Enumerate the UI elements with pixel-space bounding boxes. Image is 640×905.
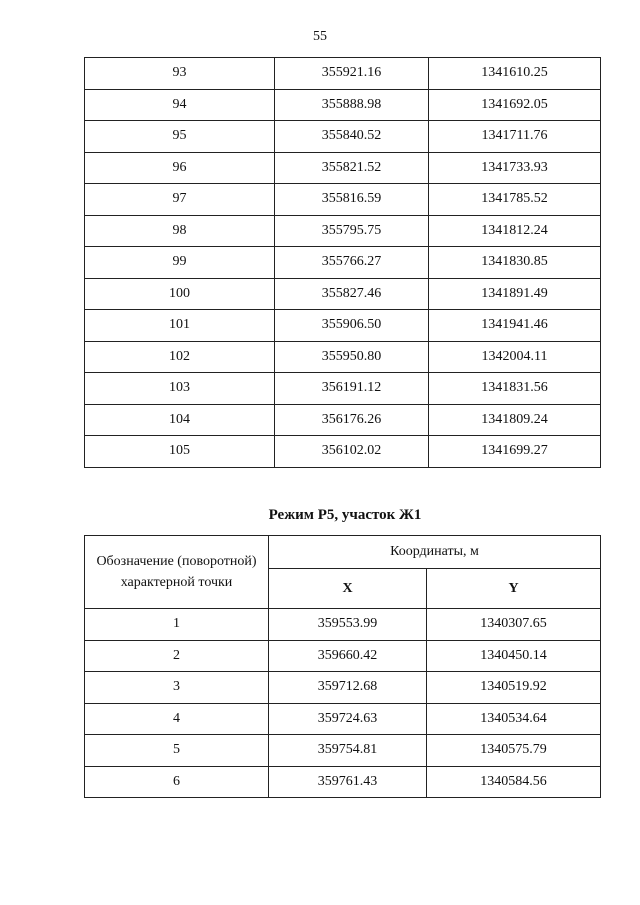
table-row [85,278,601,310]
x-coordinate-cell: 359660.42 [269,640,427,672]
table-row [85,121,601,153]
point-number-cell: 97 [85,184,275,216]
point-number-cell: 93 [85,58,275,90]
table-row [85,672,601,704]
point-number-cell: 96 [85,152,275,184]
table-row [85,373,601,405]
page-number: 55 [313,29,327,44]
table-row [85,152,601,184]
point-number-cell: 105 [85,436,275,468]
point-number-cell: 3 [85,672,269,704]
point-number-cell: 4 [85,703,269,735]
y-coordinate-cell: 1342004.11 [429,341,601,373]
x-coordinate-cell: 355816.59 [275,184,429,216]
y-coordinate-cell: 1340519.92 [427,672,601,704]
table-body [85,58,601,468]
table-row [85,609,601,641]
x-coordinate-cell: 355888.98 [275,89,429,121]
x-coordinate-cell: 355795.75 [275,215,429,247]
x-coordinate-cell: 355821.52 [275,152,429,184]
y-coordinate-cell: 1341809.24 [429,404,601,436]
table-row [85,310,601,342]
point-number-cell: 95 [85,121,275,153]
x-coordinate-cell: 355950.80 [275,341,429,373]
point-number-cell: 102 [85,341,275,373]
table-row [85,215,601,247]
y-coordinate-cell: 1340534.64 [427,703,601,735]
point-number-cell: 101 [85,310,275,342]
table-row [85,640,601,672]
x-coordinate-cell: 359724.63 [269,703,427,735]
x-coordinate-cell: 356176.26 [275,404,429,436]
table-row [85,341,601,373]
x-header: X [269,569,427,609]
table-row [85,735,601,767]
y-coordinate-cell: 1341831.56 [429,373,601,405]
header-row [85,536,601,569]
y-coordinate-cell: 1341733.93 [429,152,601,184]
x-coordinate-cell: 355827.46 [275,278,429,310]
point-number-cell: 104 [85,404,275,436]
section-title: Режим Р5, участок Ж1 [268,507,422,523]
x-coordinate-cell: 359553.99 [269,609,427,641]
y-coordinate-cell: 1340575.79 [427,735,601,767]
table-row [85,436,601,468]
y-coordinate-cell: 1340307.65 [427,609,601,641]
table-row [85,703,601,735]
point-number-cell: 100 [85,278,275,310]
coordinates-header: Координаты, м [269,536,601,569]
y-coordinate-cell: 1341812.24 [429,215,601,247]
point-number-cell: 98 [85,215,275,247]
x-coordinate-cell: 355906.50 [275,310,429,342]
x-coordinate-cell: 359761.43 [269,766,427,798]
x-coordinate-cell: 359712.68 [269,672,427,704]
table-body [85,609,601,798]
table-row [85,404,601,436]
point-number-cell: 6 [85,766,269,798]
point-number-cell: 2 [85,640,269,672]
point-number-cell: 5 [85,735,269,767]
point-designation-header: Обозначение (поворотной) характерной точки [85,536,269,609]
y-coordinate-cell: 1340584.56 [427,766,601,798]
table-row [85,89,601,121]
table-row [85,766,601,798]
y-coordinate-cell: 1340450.14 [427,640,601,672]
coordinates-table-continued [84,57,601,468]
y-coordinate-cell: 1341941.46 [429,310,601,342]
table-row [85,247,601,279]
table-header [85,536,601,609]
point-number-cell: 94 [85,89,275,121]
y-coordinate-cell: 1341699.27 [429,436,601,468]
y-coordinate-cell: 1341891.49 [429,278,601,310]
x-coordinate-cell: 355921.16 [275,58,429,90]
y-coordinate-cell: 1341830.85 [429,247,601,279]
y-coordinate-cell: 1341610.25 [429,58,601,90]
x-coordinate-cell: 356102.02 [275,436,429,468]
point-number-cell: 103 [85,373,275,405]
x-coordinate-cell: 355840.52 [275,121,429,153]
y-coordinate-cell: 1341692.05 [429,89,601,121]
y-coordinate-cell: 1341785.52 [429,184,601,216]
point-number-cell: 1 [85,609,269,641]
x-coordinate-cell: 356191.12 [275,373,429,405]
x-coordinate-cell: 355766.27 [275,247,429,279]
coordinates-table-zone [84,535,601,798]
y-header: Y [427,569,601,609]
table-row [85,184,601,216]
y-coordinate-cell: 1341711.76 [429,121,601,153]
x-coordinate-cell: 359754.81 [269,735,427,767]
table-row [85,58,601,90]
point-number-cell: 99 [85,247,275,279]
